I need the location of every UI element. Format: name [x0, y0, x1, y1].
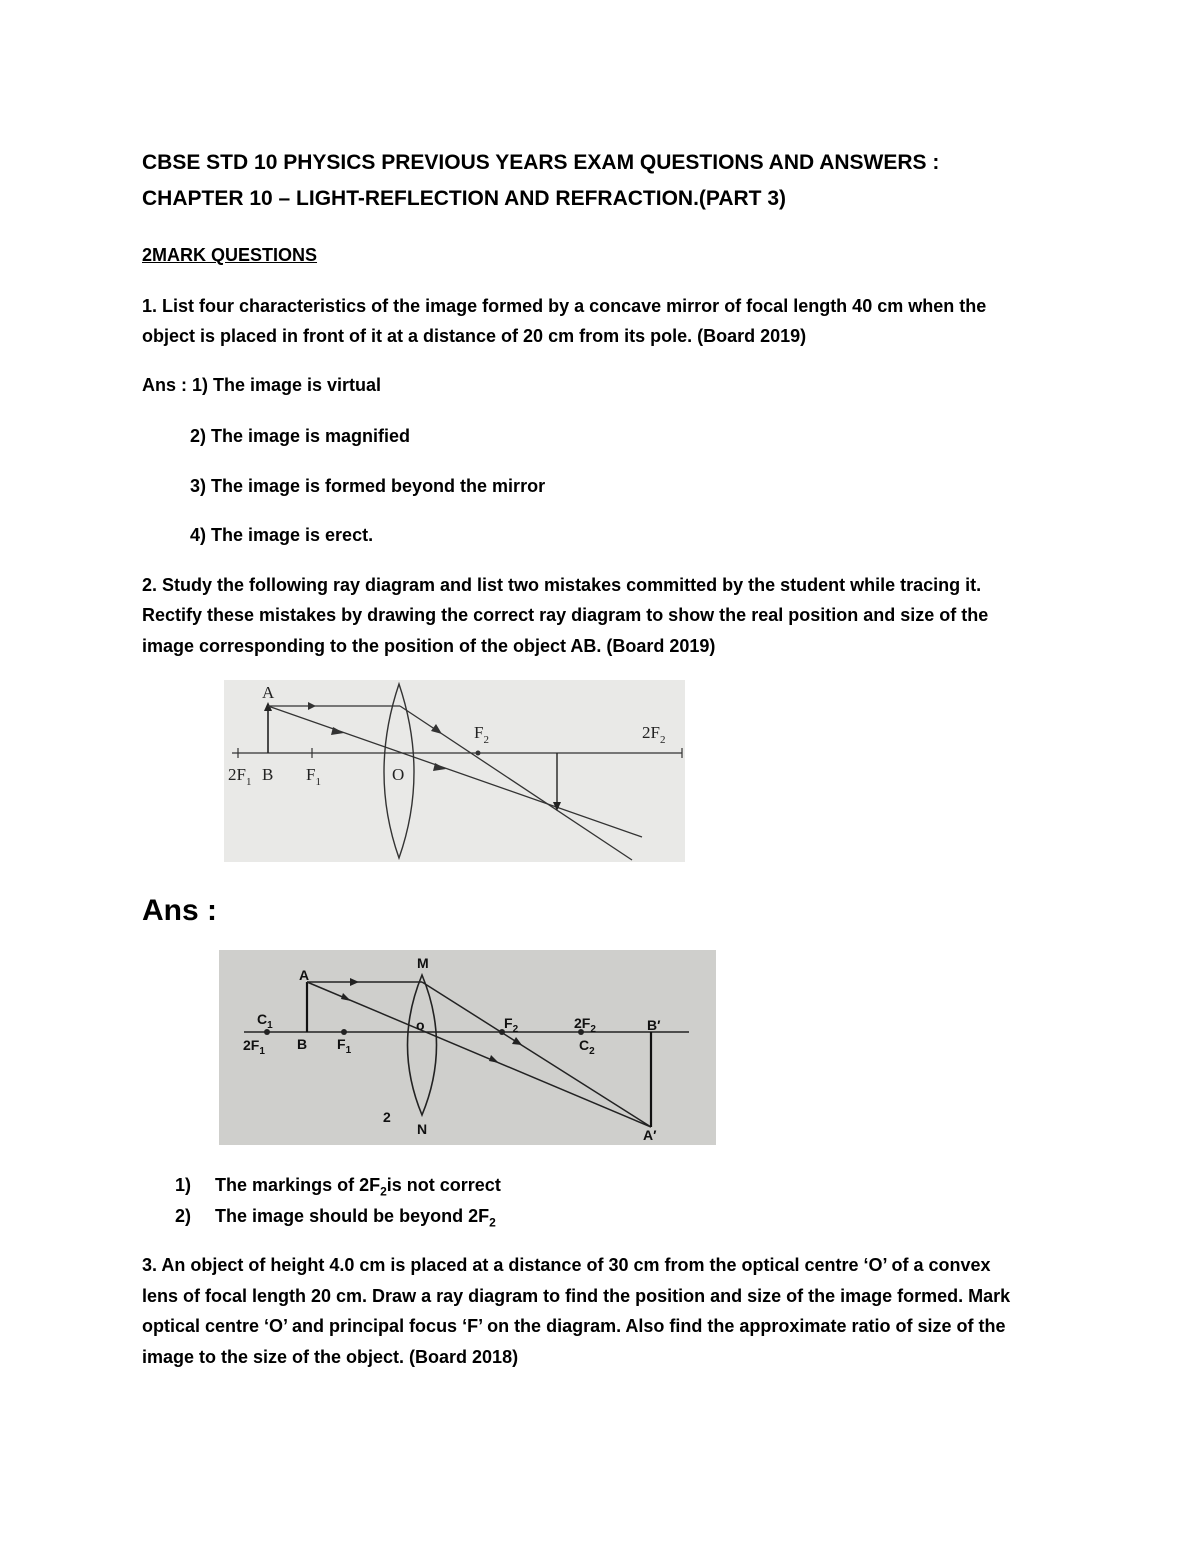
q2-text-line-2: Rectify these mistakes by drawing the correct ray diagram to show the real position and size of the	[142, 605, 989, 625]
doc-title-line-1: CBSE STD 10 PHYSICS PREVIOUS YEARS EXAM QUESTIONS AND ANSWERS :	[142, 151, 940, 174]
label-n: N	[417, 1121, 428, 1137]
student-ray-diagram	[224, 680, 685, 862]
label-2f1: $2F_1$	[228, 765, 252, 788]
ray-parallel-arrow	[308, 702, 316, 710]
label-2f1-2: $2F_1$	[243, 1037, 265, 1057]
ray-centre-arrow-2b	[489, 1055, 499, 1063]
label-f1-2: $F_1$	[337, 1036, 352, 1056]
q2-answer-heading: Ans :	[142, 894, 217, 927]
point-text: The image should be beyond 2F	[215, 1206, 490, 1226]
convex-lens-2	[408, 975, 437, 1115]
q3-text-line-4: image to the size of the object. (Board 2018)	[142, 1347, 519, 1367]
q1-answer-2: 2) The image is magnified	[190, 426, 411, 446]
q1-answer-3: 3) The image is formed beyond the mirror	[190, 476, 546, 496]
q1-answer-1: Ans : 1) The image is virtual	[142, 375, 382, 395]
q2-answer-point-1	[175, 1174, 501, 1203]
corrected-ray-diagram-svg	[219, 950, 716, 1145]
student-ray-diagram-svg	[224, 680, 685, 862]
ray-parallel-arrow-2	[350, 978, 359, 986]
label-2f2: $2F_2$	[642, 723, 666, 746]
point-text-end: is not correct	[386, 1175, 501, 1195]
stray-mark: 2	[383, 1109, 391, 1125]
label-b: B	[262, 765, 274, 784]
point-subscript: 2	[489, 1215, 496, 1230]
q3-text-line-1: 3. An object of height 4.0 cm is placed at a distance of 30 cm from the optical centre ‘O’ of a convex	[142, 1255, 991, 1275]
point-number: 2)	[175, 1206, 192, 1226]
q2-answer-point-2	[175, 1205, 496, 1234]
q1-text-line-1: 1. List four characteristics of the image formed by a concave mirror of focal length 40 cm when the	[142, 296, 987, 316]
label-c1: $C_1$	[257, 1011, 273, 1031]
section-heading: 2MARK QUESTIONS	[142, 245, 318, 265]
label-b-prime: B′	[647, 1017, 661, 1033]
point-text: The markings of 2F	[215, 1175, 381, 1195]
q1-text-line-2: object is placed in front of it at a distance of 20 cm from its pole. (Board 2019)	[142, 326, 807, 346]
q1-answer-4: 4) The image is erect.	[190, 525, 374, 545]
label-a-2: A	[299, 967, 310, 983]
corrected-ray-diagram	[219, 950, 716, 1145]
ray-centre-arrow-1	[331, 727, 344, 735]
q3-text-line-3: optical centre ‘O’ and principal focus ‘F’ on the diagram. Also find the approximate ratio of size of the	[142, 1316, 1006, 1336]
label-o: O	[392, 765, 405, 784]
label-m: M	[417, 955, 429, 971]
q3-text-line-2: lens of focal length 20 cm. Draw a ray diagram to find the position and size of the image formed. Mark	[142, 1286, 1011, 1306]
point-subscript: 2	[380, 1184, 387, 1199]
label-2f2-2: $2F_2$	[574, 1015, 596, 1035]
q2-text-line-3: image corresponding to the position of the object AB. (Board 2019)	[142, 636, 716, 656]
ray-refracted-arrow-2	[512, 1037, 522, 1045]
label-a-prime: A′	[643, 1127, 657, 1143]
label-f2: $F_2$	[474, 723, 489, 746]
doc-title-line-2: CHAPTER 10 – LIGHT-REFLECTION AND REFRACTION.(PART 3)	[142, 187, 787, 210]
q2-text-line-1: 2. Study the following ray diagram and list two mistakes committed by the student while tracing it.	[142, 575, 982, 595]
ray-centre-arrow-2a	[341, 993, 351, 1001]
label-f1: $F_1$	[306, 765, 321, 788]
focus-f2-dot	[476, 751, 481, 756]
point-number: 1)	[175, 1175, 192, 1195]
label-b-2: B	[297, 1036, 308, 1052]
dot-f1	[341, 1029, 347, 1035]
ray-centre	[268, 706, 642, 837]
label-c2: $C_2$	[579, 1037, 595, 1057]
ray-refracted-arrow	[431, 724, 442, 734]
ray-centre-2	[307, 982, 651, 1127]
label-o-2: o	[416, 1017, 425, 1033]
label-f2-2: $F_2$	[504, 1015, 519, 1035]
ray-refracted-2	[422, 982, 651, 1127]
label-a: A	[262, 683, 275, 702]
